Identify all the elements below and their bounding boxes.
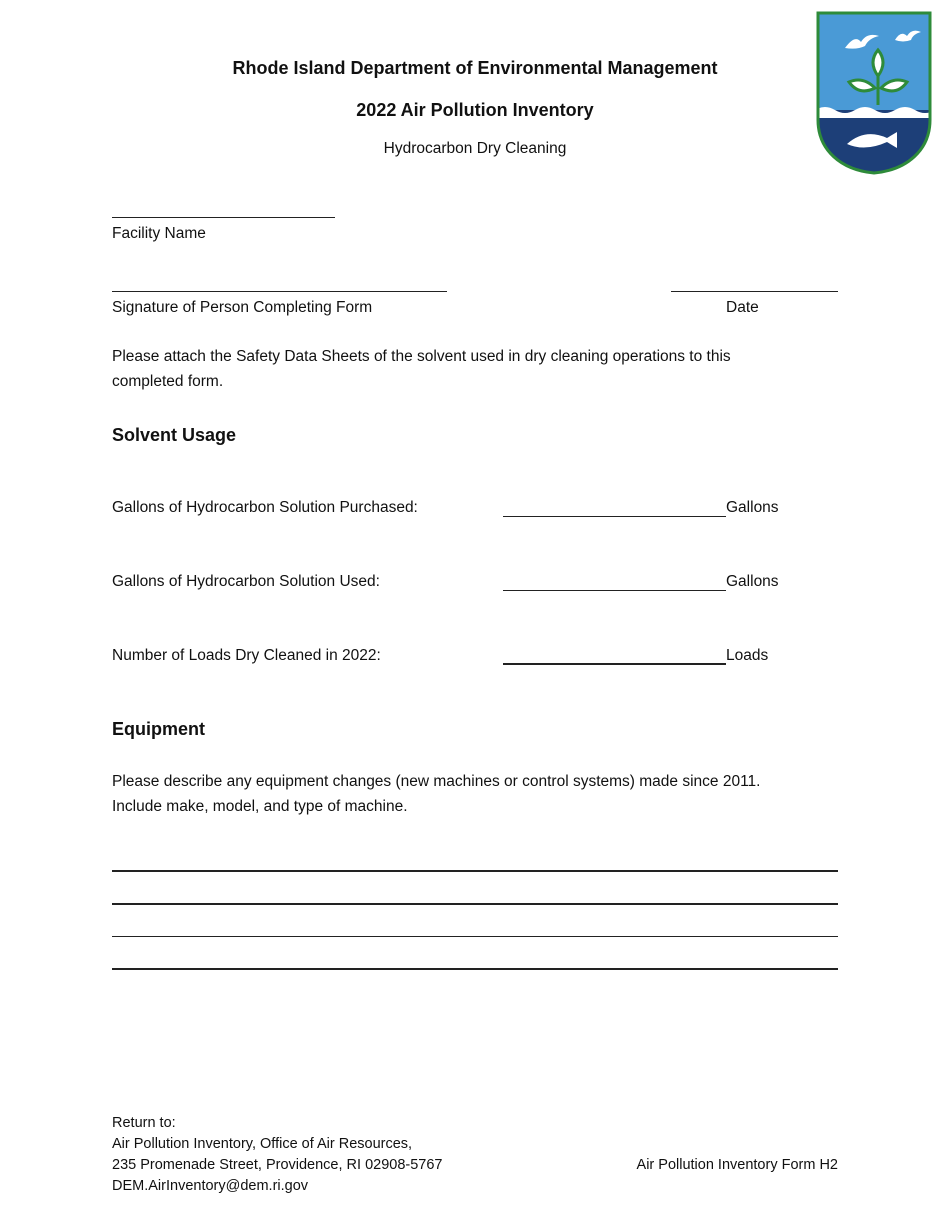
facility-name-label: Facility Name [112,225,206,242]
gallons-purchased-field[interactable] [503,516,726,517]
contact-email[interactable]: DEM.AirInventory@dem.ri.gov [112,1178,309,1194]
ridem-logo [815,10,933,176]
gallons-purchased-label: Gallons of Hydrocarbon Solution Purchased: [112,499,418,516]
gallons-used-unit: Gallons [726,573,779,590]
equipment-instructions-line-2: Include make, model, and type of machine. [112,798,408,815]
equipment-instructions-line-1: Please describe any equipment changes (new machines or control systems) made since 2011. [112,773,761,790]
form-id: Air Pollution Inventory Form H2 [636,1157,838,1173]
equipment-heading: Equipment [112,719,205,739]
department-name: Rhode Island Department of Environmental Management [232,58,718,78]
return-address [112,1113,443,1197]
equipment-answer-line[interactable] [112,870,838,872]
loads-label: Number of Loads Dry Cleaned in 2022: [112,647,381,664]
return-to-label: Return to: [112,1115,176,1131]
page-subtitle: Hydrocarbon Dry Cleaning [383,140,567,157]
instructions-line-1: Please attach the Safety Data Sheets of the solvent used in dry cleaning operations to this [112,348,731,365]
gallons-used-field[interactable] [503,590,726,591]
date-label: Date [726,299,759,316]
solvent-usage-heading: Solvent Usage [112,425,237,445]
date-line[interactable] [671,291,838,292]
gallons-purchased-unit: Gallons [726,499,779,516]
address-line-1: Air Pollution Inventory, Office of Air Resources, [112,1136,413,1152]
signature-line[interactable] [112,291,447,292]
page-title: 2022 Air Pollution Inventory [356,100,594,120]
facility-name-line[interactable] [112,217,335,218]
equipment-answer-line[interactable] [112,903,838,905]
loads-field[interactable] [503,663,726,665]
signature-label: Signature of Person Completing Form [112,299,373,316]
loads-unit: Loads [726,647,769,664]
equipment-answer-line[interactable] [112,968,838,970]
instructions-line-2: completed form. [112,373,224,390]
gallons-used-label: Gallons of Hydrocarbon Solution Used: [112,573,380,590]
address-line-2: 235 Promenade Street, Providence, RI 02908-5767 [112,1157,443,1173]
equipment-answer-line[interactable] [112,936,838,937]
